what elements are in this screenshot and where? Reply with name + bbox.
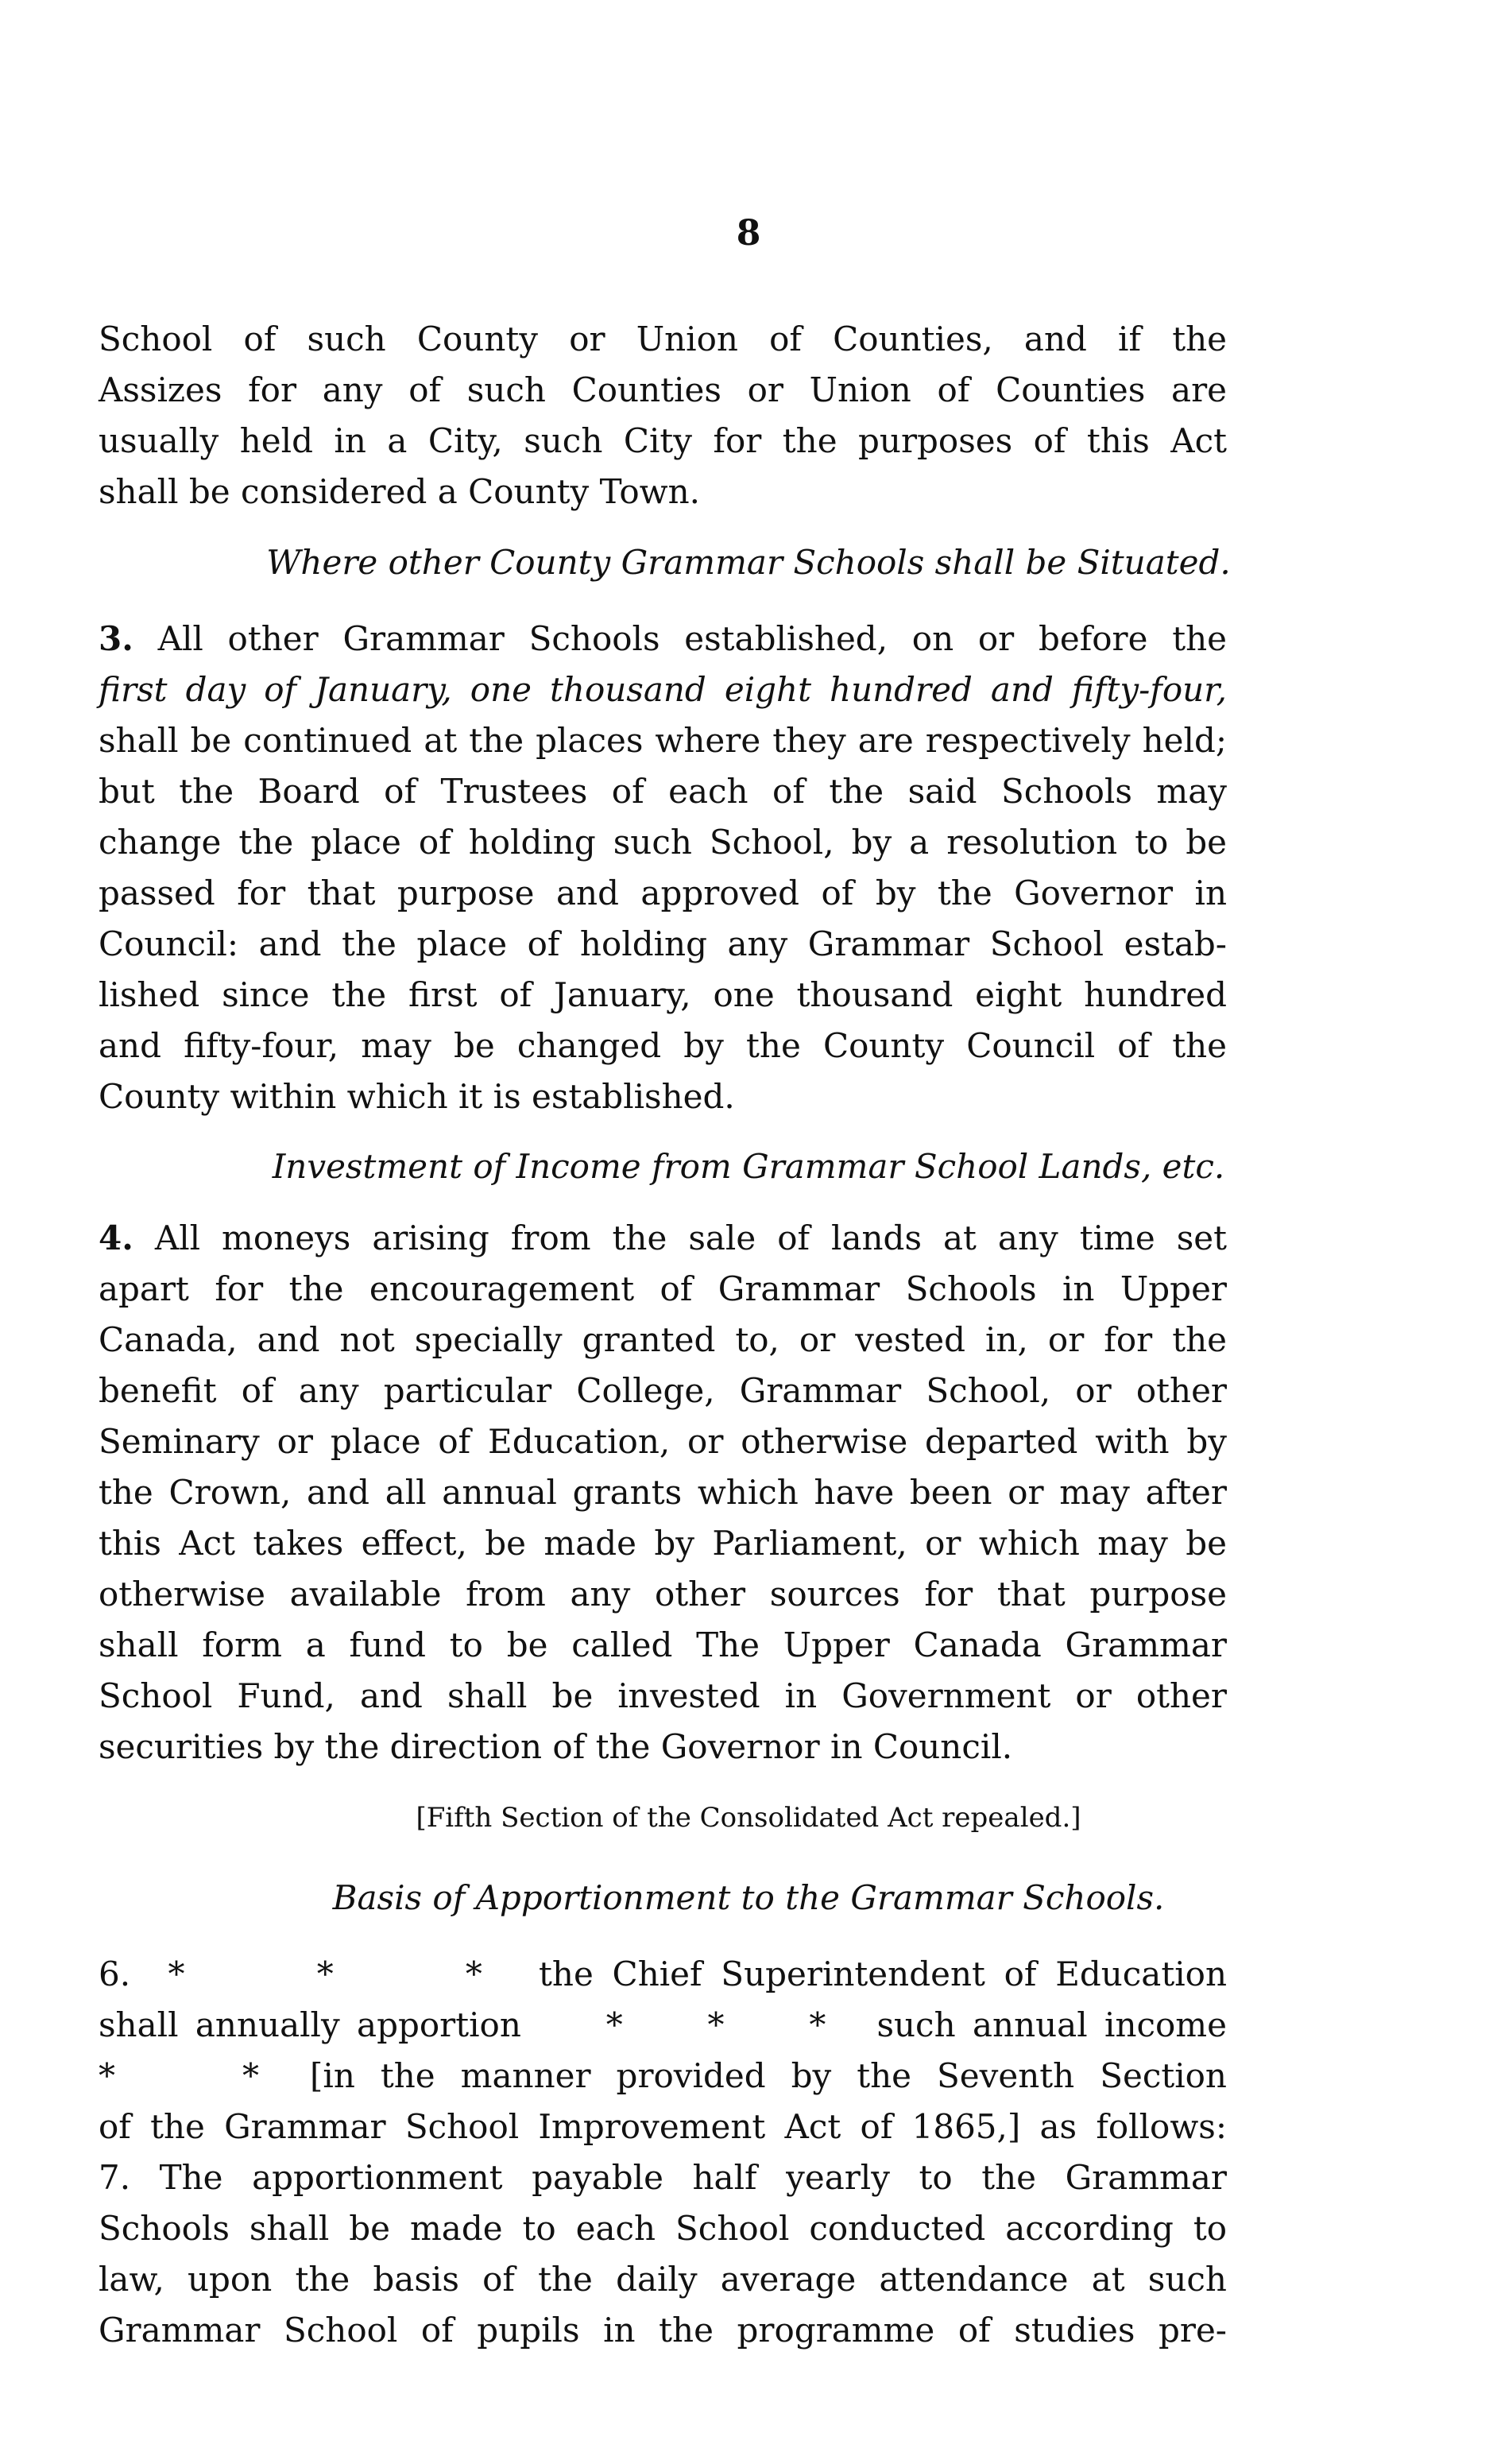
text-line: * * [in the manner provided by the Seventh Section [99, 2056, 1227, 2095]
section-heading-apportionment: Basis of Apportionment to the Grammar Schools. [332, 1878, 1165, 1917]
section-number: 3. [99, 619, 133, 658]
text-line: change the place of holding such School, by a resolution to be [99, 823, 1227, 862]
paragraph-intro [99, 314, 1227, 517]
text-line [99, 1213, 1227, 1264]
text-line: this Act takes effect, be made by Parliament, or which may be [99, 1524, 1227, 1563]
text-line: Schools shall be made to each School conducted according to [99, 2209, 1227, 2248]
text-line: Seminary or place of Education, or otherwise departed with by [99, 1422, 1227, 1461]
text-line: Grammar School of pupils in the programme of studies pre- [99, 2311, 1227, 2350]
text-line: benefit of any particular College, Grammar School, or other [99, 1371, 1227, 1410]
text-line: apart for the encouragement of Grammar Schools in Upper [99, 1269, 1227, 1308]
text-line: shall annually apportion * * * such annual income [99, 2005, 1227, 2044]
page-number: 8 [736, 213, 761, 254]
text-line: securities by the direction of the Governor in Council. [99, 1727, 1013, 1766]
text-line [99, 614, 1227, 664]
text-line: 6. * * * the Chief Superintendent of Education [99, 1955, 1227, 1993]
section-6 [99, 1949, 1227, 2356]
text-line: County within which it is established. [99, 1077, 735, 1116]
text-line: but the Board of Trustees of each of the said Schools may [99, 772, 1227, 811]
text-line: of the Grammar School Improvement Act of 1865,] as follows: [99, 2107, 1227, 2146]
section-3 [99, 614, 1227, 1122]
text-line-content: All moneys arising from the sale of lands at any time set [154, 1218, 1227, 1257]
text-line: law, upon the basis of the daily average attendance at such [99, 2260, 1227, 2299]
text-line: and fifty-four, may be changed by the County Council of the [99, 1026, 1227, 1065]
text-line: lished since the first of January, one thousand eight hundred [99, 975, 1227, 1014]
text-line: shall be considered a County Town. [99, 472, 700, 511]
text-line: the Crown, and all annual grants which have been or may after [99, 1473, 1227, 1512]
text-line: Canada, and not specially granted to, or vested in, or for the [99, 1320, 1227, 1359]
text-line-content: All other Grammar Schools established, on or before the [157, 619, 1227, 658]
text-line: School Fund, and shall be invested in Government or other [99, 1676, 1227, 1715]
text-line: first day of January, one thousand eight hundred and fifty-four, [99, 670, 1227, 709]
text-line: otherwise available from any other sources for that purpose [99, 1575, 1227, 1614]
text-line: 7. The apportionment payable half yearly to the Grammar [99, 2158, 1227, 2197]
section-4 [99, 1213, 1227, 1772]
text-line: School of such County or Union of Counties, and if the [99, 320, 1227, 358]
text-line: Council: and the place of holding any Grammar School estab- [99, 924, 1227, 963]
text-line: shall form a fund to be called The Upper Canada Grammar [99, 1625, 1227, 1664]
section-number: 4. [99, 1218, 133, 1257]
section-heading-investment: Investment of Income from Grammar School Lands, etc. [272, 1147, 1225, 1186]
repeal-note: [Fifth Section of the Consolidated Act repealed.] [416, 1802, 1081, 1834]
text-line: passed for that purpose and approved of by the Governor in [99, 874, 1227, 912]
section-heading-situated: Where other County Grammar Schools shall be Situated. [266, 543, 1231, 582]
text-line: usually held in a City, such City for the purposes of this Act [99, 421, 1227, 460]
text-line: Assizes for any of such Counties or Union of Counties are [99, 370, 1227, 409]
text-line: shall be continued at the places where they are respectively held; [99, 721, 1227, 760]
